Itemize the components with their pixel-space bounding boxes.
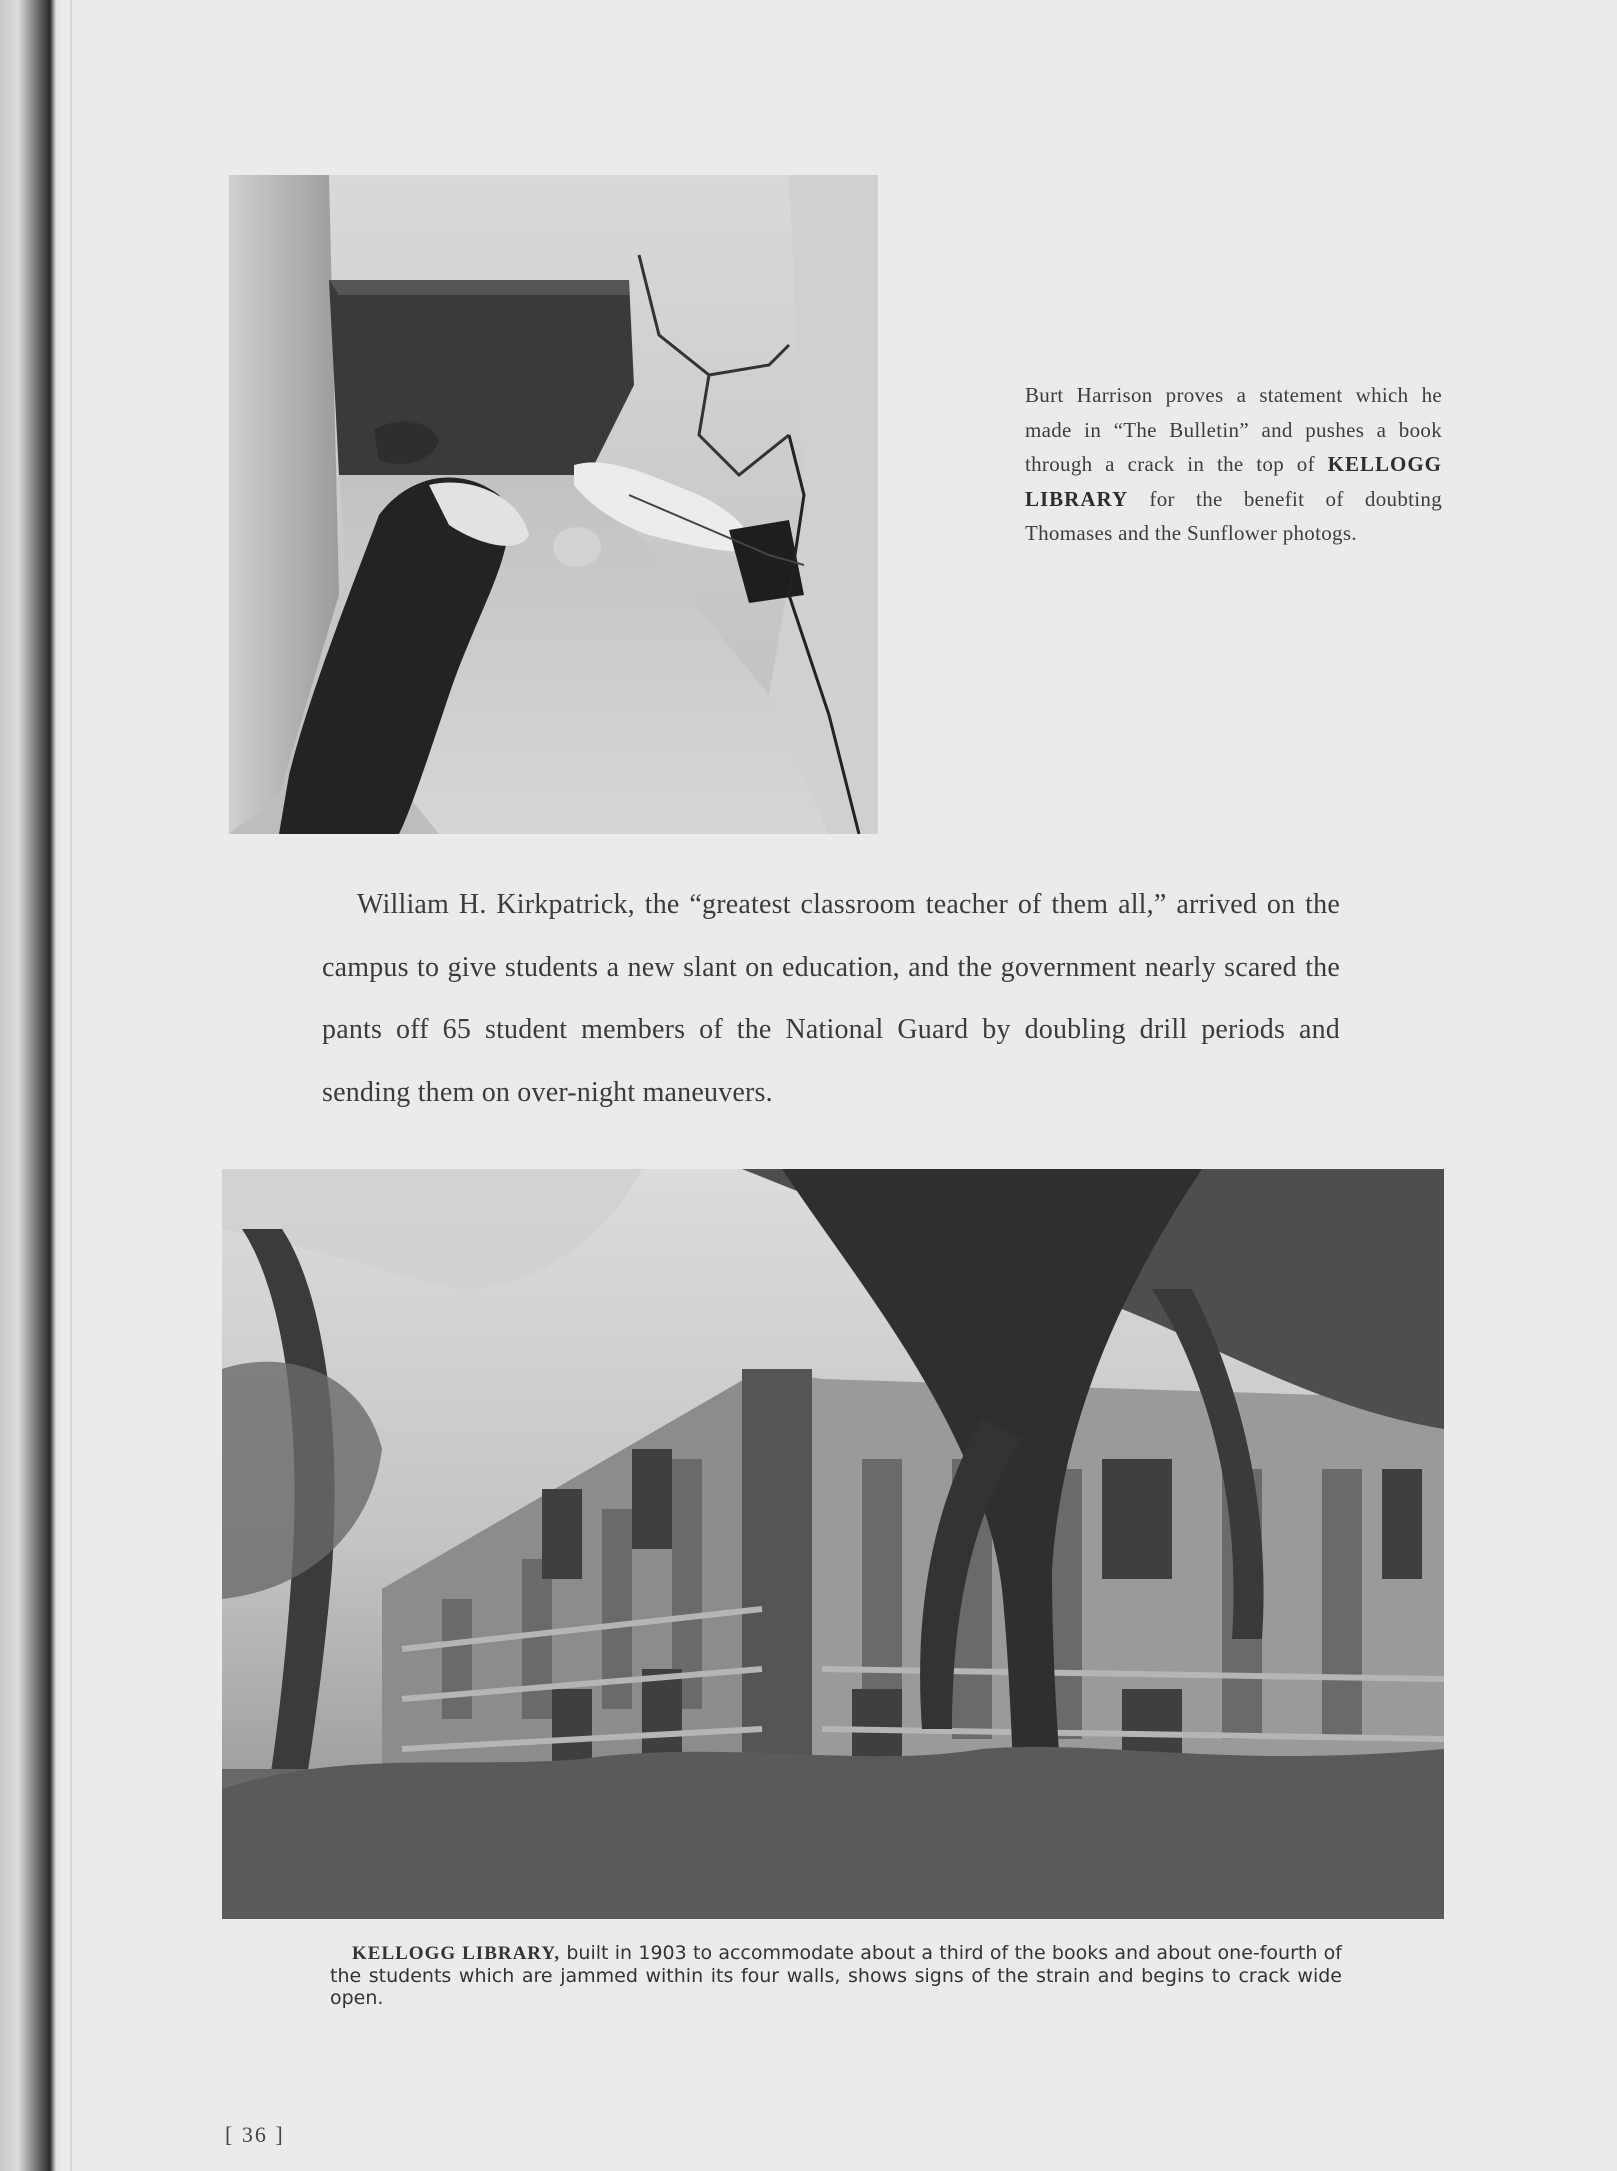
side-caption-bold: KELLOGG LIBRARY xyxy=(1025,452,1442,511)
photo-library-building-icon xyxy=(222,1169,1444,1919)
photo-man-pushing-book-icon xyxy=(229,175,878,834)
bottom-caption xyxy=(330,1942,1342,2009)
page-edge-line xyxy=(70,0,72,2171)
body-paragraph: William H. Kirkpatrick, the “greatest classroom teacher of them all,” arrived on the campus to give students a new slant on education, and the government nearly scared the pants off 65 student members of the National Guard by doubling drill periods and sending them on over-night maneuvers. xyxy=(322,889,1340,1108)
photo-man-pushing-book xyxy=(229,175,878,834)
photo-library-building xyxy=(222,1169,1444,1919)
side-caption-text-before: Burt Harrison proves a statement which he made in “The Bulletin” and pushes a book through a crack in the top of xyxy=(1025,383,1442,477)
page-binding-edge xyxy=(0,0,62,2171)
page-number: [ 36 ] xyxy=(225,2122,285,2147)
bottom-caption-bold: KELLOGG LIBRARY, xyxy=(352,1943,561,1964)
side-caption xyxy=(1025,378,1442,551)
bottom-caption-text: built in 1903 to accommodate about a third of the books and about one-fourth of the students which are jammed within its four walls, shows signs of the strain and begins to crack wide open. xyxy=(330,1942,1342,2009)
side-caption-text-after: for the benefit of doubting Thomases and the Sunflower photogs. xyxy=(1025,486,1442,546)
